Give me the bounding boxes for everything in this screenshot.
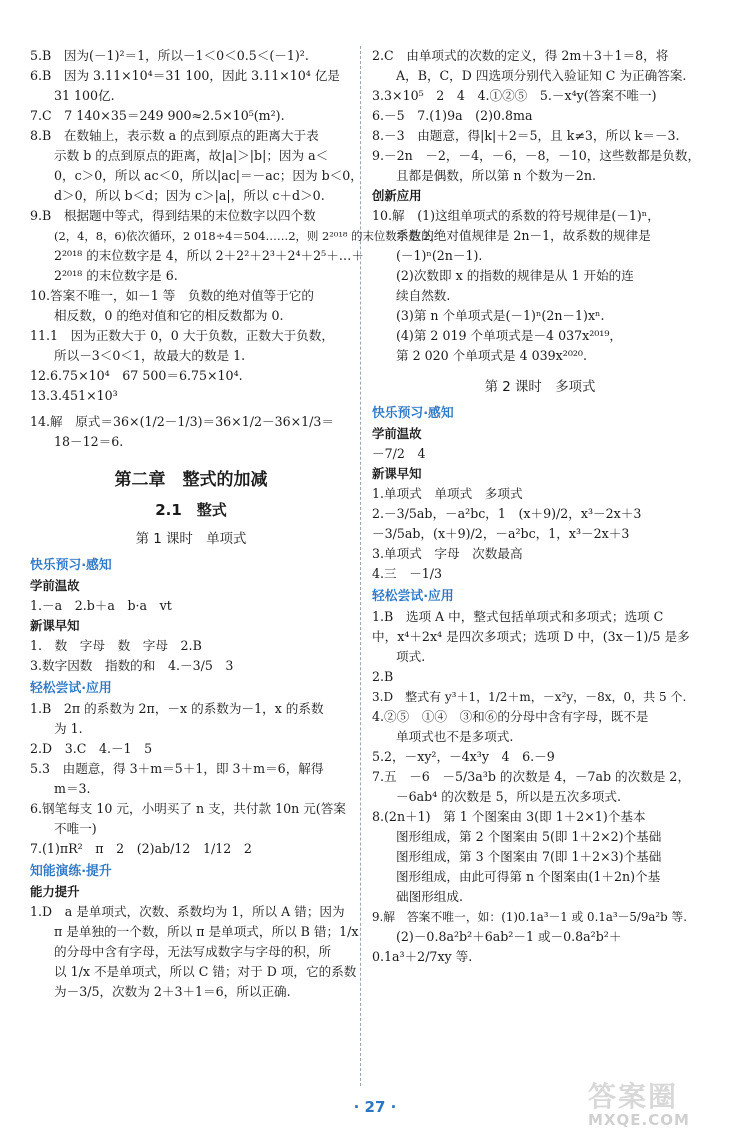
section-title: 2.1 整式 xyxy=(155,501,227,519)
answer-line: 0，c＞0，所以 ac＜0，所以|ac|＝－ac；因为 b＜0， xyxy=(54,168,363,183)
answer-line: 示数 b 的点到原点的距离，故|a|＞|b|；因为 a＜ xyxy=(54,148,329,163)
watermark-url: MXQE.COM xyxy=(588,1111,690,1129)
answer-line: 单项式也不是多项式. xyxy=(396,729,514,744)
answer-line: 6.－5 7.(1)9a (2)0.8ma xyxy=(372,108,533,123)
answer-line: 5.B 因为(－1)²＝1，所以－1＜0＜0.5＜(－1)². xyxy=(30,48,309,63)
subsection-heading: 新课早知 xyxy=(372,466,422,481)
answer-line: 2²⁰¹⁸ 的末位数字是 6. xyxy=(54,268,178,283)
answer-line: 5.3 由题意，得 3＋m＝5＋1，即 3＋m＝6，解得 xyxy=(30,761,324,776)
answer-line: 6.钢笔每支 10 元，小明买了 n 支，共付款 10n 元(答案 xyxy=(30,801,346,816)
answer-line: 相反数，0 的绝对值和它的相反数都为 0. xyxy=(54,308,284,323)
answer-line: 且都是偶数，所以第 n 个数为－2n. xyxy=(396,168,596,183)
answer-line: 为 1. xyxy=(54,721,83,736)
answer-line: 1.B 选项 A 中，整式包括单项式和多项式；选项 C xyxy=(372,609,664,624)
answer-line: 7.五 －6 －5/3a³b 的次数是 4，－7ab 的次数是 2， xyxy=(372,769,691,784)
answer-line: －3/5ab，(x＋9)/2，－a²bc，1，x³－2x＋3 xyxy=(372,526,630,541)
watermark-text: 答案圈 xyxy=(588,1080,679,1113)
answer-line: (2)－0.8a²b²＋6ab²－1 或－0.8a²b²＋ xyxy=(396,929,622,944)
answer-line: 13.3.451×10³ xyxy=(30,388,118,403)
answer-line: 不唯一) xyxy=(54,821,97,836)
chapter-title: 第二章 整式的加减 xyxy=(114,470,268,490)
answer-line: (2，4，8，6)依次循环，2 018÷4＝504……2，则 2²⁰¹⁸ 的末位数字是 2， xyxy=(54,229,442,243)
answer-line: 14.解 原式＝36×(1/2－1/3)＝36×1/2－36×1/3＝ xyxy=(30,414,335,429)
answer-line: 10.答案不唯一，如－1 等 负数的绝对值等于它的 xyxy=(30,288,314,303)
answer-line: 项式. xyxy=(396,649,426,664)
answer-line: (4)第 2 019 个单项式是－4 037x²⁰¹⁹， xyxy=(396,328,622,343)
answer-line: 图形组成，由此可得第 n 个图案由(1＋2n)个基 xyxy=(396,869,661,884)
answer-line: 3.D 整式有 y³＋1，1/2＋m，－x²y，－8x，0，共 5 个. xyxy=(372,690,687,704)
answer-line: 1.B 2π 的系数为 2π，－x 的系数为－1，x 的系数 xyxy=(30,701,324,716)
answer-line: 1.单项式 单项式 多项式 xyxy=(372,486,523,501)
answer-line: π 是单独的一个数，所以 π 是单项式，所以 B 错；1/x xyxy=(54,924,359,939)
answer-line: 18－12＝6. xyxy=(54,434,124,449)
subsection-heading: 新课早知 xyxy=(30,618,80,633)
section-heading: 知能演练·提升 xyxy=(30,864,112,879)
answer-line: (－1)ⁿ(2n－1). xyxy=(396,248,483,263)
lesson-title: 第 2 课时 多项式 xyxy=(484,380,596,395)
answer-line: 6.B 因为 3.11×10⁴＝31 100，因此 3.11×10⁴ 亿是 xyxy=(30,68,341,83)
answer-line: 中，x⁴＋2x⁴ 是四次多项式；选项 D 中，(3x－1)/5 是多 xyxy=(372,629,690,644)
answer-line: －7/2 4 xyxy=(372,446,426,461)
answer-line: 2.－3/5ab，－a²bc，1 (x＋9)/2，x³－2x＋3 xyxy=(372,506,642,521)
answer-line: 9.解 答案不唯一，如：(1)0.1a³－1 或 0.1a³－5/9a²b 等. xyxy=(372,910,687,924)
section-heading: 轻松尝试·应用 xyxy=(372,589,454,604)
answer-line: 2.C 由单项式的次数的定义，得 2m＋3＋1＝8，将 xyxy=(372,48,669,63)
subsection-heading: 创新应用 xyxy=(372,188,422,203)
answer-line: 8.B 在数轴上，表示数 a 的点到原点的距离大于表 xyxy=(30,128,319,143)
answer-line: 1. 数 字母 数 字母 2.B xyxy=(30,638,202,653)
page-number: · 27 · xyxy=(353,1098,397,1116)
answer-line: 所以－3＜0＜1，故最大的数是 1. xyxy=(54,348,246,363)
answer-line: 3.数字因数 指数的和 4.－3/5 3 xyxy=(30,658,234,673)
subsection-heading: 学前温故 xyxy=(372,426,422,441)
answer-line: 7.C 7 140×35＝249 900≈2.5×10⁵(m²). xyxy=(30,108,285,123)
answer-line: 0.1a³＋2/7xy 等. xyxy=(372,949,473,964)
answer-line: (3)第 n 个单项式是(－1)ⁿ(2n－1)xⁿ. xyxy=(396,308,605,323)
column-divider xyxy=(360,46,361,1086)
answer-line: 图形组成，第 3 个图案由 7(即 1＋2×3)个基础 xyxy=(396,849,662,864)
answer-line: 续自然数. xyxy=(396,288,451,303)
answer-line: 8.(2n＋1) 第 1 个图案由 3(即 1＋2×1)个基本 xyxy=(372,809,646,824)
answer-line: 3.3×10⁵ 2 4 4.①②⑤ 5.－x⁴y(答案不唯一) xyxy=(372,88,657,103)
answer-line: 2²⁰¹⁸ 的末位数字是 4，所以 2＋2²＋2³＋2⁴＋2⁵＋…＋ xyxy=(54,248,364,263)
answer-line: 7.(1)πR² π 2 (2)ab/12 1/12 2 xyxy=(30,841,252,856)
answer-line: 系数的绝对值规律是 2n－1，故系数的规律是 xyxy=(396,228,651,243)
answer-line: 图形组成，第 2 个图案由 5(即 1＋2×2)个基础 xyxy=(396,829,662,844)
answer-line: m＝3. xyxy=(54,781,91,796)
section-heading: 快乐预习·感知 xyxy=(30,558,112,573)
answer-line: 9.－2n －2，－4，－6，－8，－10，这些数都是负数， xyxy=(372,148,701,163)
answer-line: 4.②⑤ ①④ ③和⑥的分母中含有字母，既不是 xyxy=(372,709,649,724)
answer-line: 以 1/x 不是单项式，所以 C 错；对于 D 项，它的系数 xyxy=(54,964,357,979)
answer-line: 1.D a 是单项式，次数、系数均为 1，所以 A 错；因为 xyxy=(30,904,345,919)
answer-line: 础图形组成. xyxy=(396,889,463,904)
answer-line: 31 100亿. xyxy=(54,88,115,103)
answer-line: 1.－a 2.b＋a b·a vt xyxy=(30,598,172,613)
answer-line: 为－3/5，次数为 2＋3＋1＝6，所以正确. xyxy=(54,984,291,999)
answer-line: d＞0，所以 b＜d；因为 c＞|a|，所以 c＋d＞0. xyxy=(54,188,325,203)
answer-line: 的分母中含有字母，无法写成数字与字母的积，所 xyxy=(54,944,332,959)
answer-line: (2)次数即 x 的指数的规律是从 1 开始的连 xyxy=(396,268,634,283)
lesson-title: 第 1 课时 单项式 xyxy=(135,532,247,547)
answer-line: 2.D 3.C 4.－1 5 xyxy=(30,741,153,756)
answer-line: 9.B 根据题中等式，得到结果的末位数字以四个数 xyxy=(30,208,316,223)
answer-line: 4.三 －1/3 xyxy=(372,566,443,581)
answer-line: 5.2，－xy²，－4x³y 4 6.－9 xyxy=(372,749,555,764)
answer-line: 3.单项式 字母 次数最高 xyxy=(372,546,523,561)
section-heading: 轻松尝试·应用 xyxy=(30,681,112,696)
answer-line: A，B，C，D 四选项分别代入验证知 C 为正确答案. xyxy=(396,68,687,83)
section-heading: 快乐预习·感知 xyxy=(372,406,454,421)
answer-line: 8.－3 由题意，得|k|＋2＝5，且 k≠3，所以 k＝－3. xyxy=(372,128,680,143)
subsection-heading: 能力提升 xyxy=(30,884,80,899)
answer-line: 2.B xyxy=(372,669,394,684)
answer-line: 10.解 (1)这组单项式的系数的符号规律是(－1)ⁿ， xyxy=(372,208,660,223)
watermark-logo xyxy=(588,1075,738,1131)
answer-line: 11.1 因为正数大于 0，0 大于负数，正数大于负数， xyxy=(30,328,334,343)
answer-line: －6ab⁴ 的次数是 5，所以是五次多项式. xyxy=(396,789,621,804)
right-column xyxy=(372,46,708,967)
subsection-heading: 学前温故 xyxy=(30,578,80,593)
answer-line: 12.6.75×10⁴ 67 500＝6.75×10⁴. xyxy=(30,368,243,383)
answer-line: 第 2 020 个单项式是 4 039x²⁰²⁰. xyxy=(396,348,587,363)
